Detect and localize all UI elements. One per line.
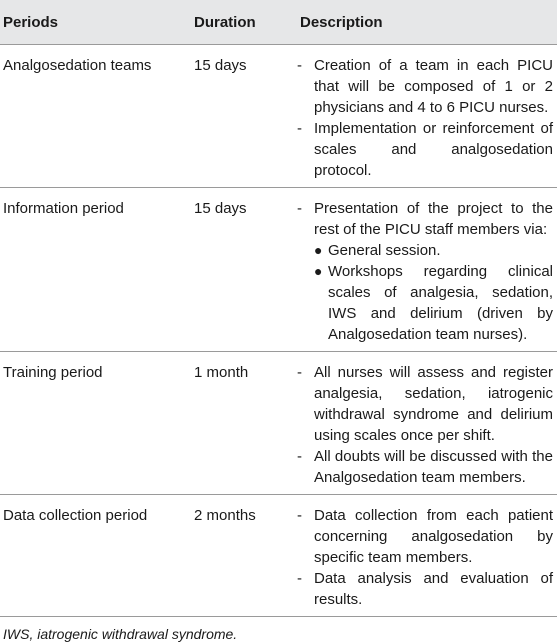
header-description: Description [297,0,557,45]
description-cell [297,45,557,188]
table-row [0,45,557,188]
bullet-text: General session. [328,242,441,259]
dash-marker: - [297,364,302,381]
period-cell: Training period [0,352,190,495]
item-text: Creation of a team in each PICU that will be composed of 1 or 2 physicians and 4 to 6 PICU nurses. [314,57,553,116]
period-cell: Analgosedation teams [0,45,190,188]
footnote: IWS, iatrogenic withdrawal syndrome. [3,626,238,642]
description-bullet-item [314,261,553,345]
description-bullet-item [314,240,553,261]
duration-cell: 1 month [190,352,297,495]
period-cell: Data collection period [0,495,190,617]
description-dash-item [297,362,553,446]
item-text: Implementation or reinforcement of scales and analgosedation protocol. [314,120,553,179]
dash-marker: - [297,57,302,74]
description-dash-item [297,198,553,240]
item-text: Data collection from each patient concerning analgosedation by specific team members. [314,507,553,566]
description-cell [297,495,557,617]
description-dash-item [297,505,553,568]
bullet-icon: ● [314,263,323,279]
table-row [0,495,557,617]
dash-marker: - [297,507,302,524]
dash-marker: - [297,448,302,465]
header-duration: Duration [190,0,297,45]
item-text: All nurses will assess and register analgesia, sedation, iatrogenic withdrawal syndrome and delirium using scales once per shift. [314,364,553,444]
table-row [0,352,557,495]
period-cell: Information period [0,188,190,352]
description-dash-item [297,568,553,610]
duration-cell: 15 days [190,188,297,352]
table-header-row [0,0,557,45]
duration-cell: 15 days [190,45,297,188]
description-cell [297,188,557,352]
bullet-icon: ● [314,242,323,258]
dash-marker: - [297,570,302,587]
header-periods: Periods [0,0,190,45]
description-dash-item [297,446,553,488]
bullet-text: Workshops regarding clinical scales of analgesia, sedation, IWS and delirium (driven by Analgosedation team nurses). [328,263,553,343]
duration-cell: 2 months [190,495,297,617]
description-dash-item [297,118,553,181]
table-body [0,45,557,617]
item-text: Data analysis and evaluation of results. [314,570,553,608]
description-dash-item [297,55,553,118]
dash-marker: - [297,120,302,137]
dash-marker: - [297,200,302,217]
description-cell [297,352,557,495]
table-row [0,188,557,352]
item-text: Presentation of the project to the rest of the PICU staff members via: [314,200,553,238]
item-text: All doubts will be discussed with the Analgosedation team members. [314,448,553,486]
